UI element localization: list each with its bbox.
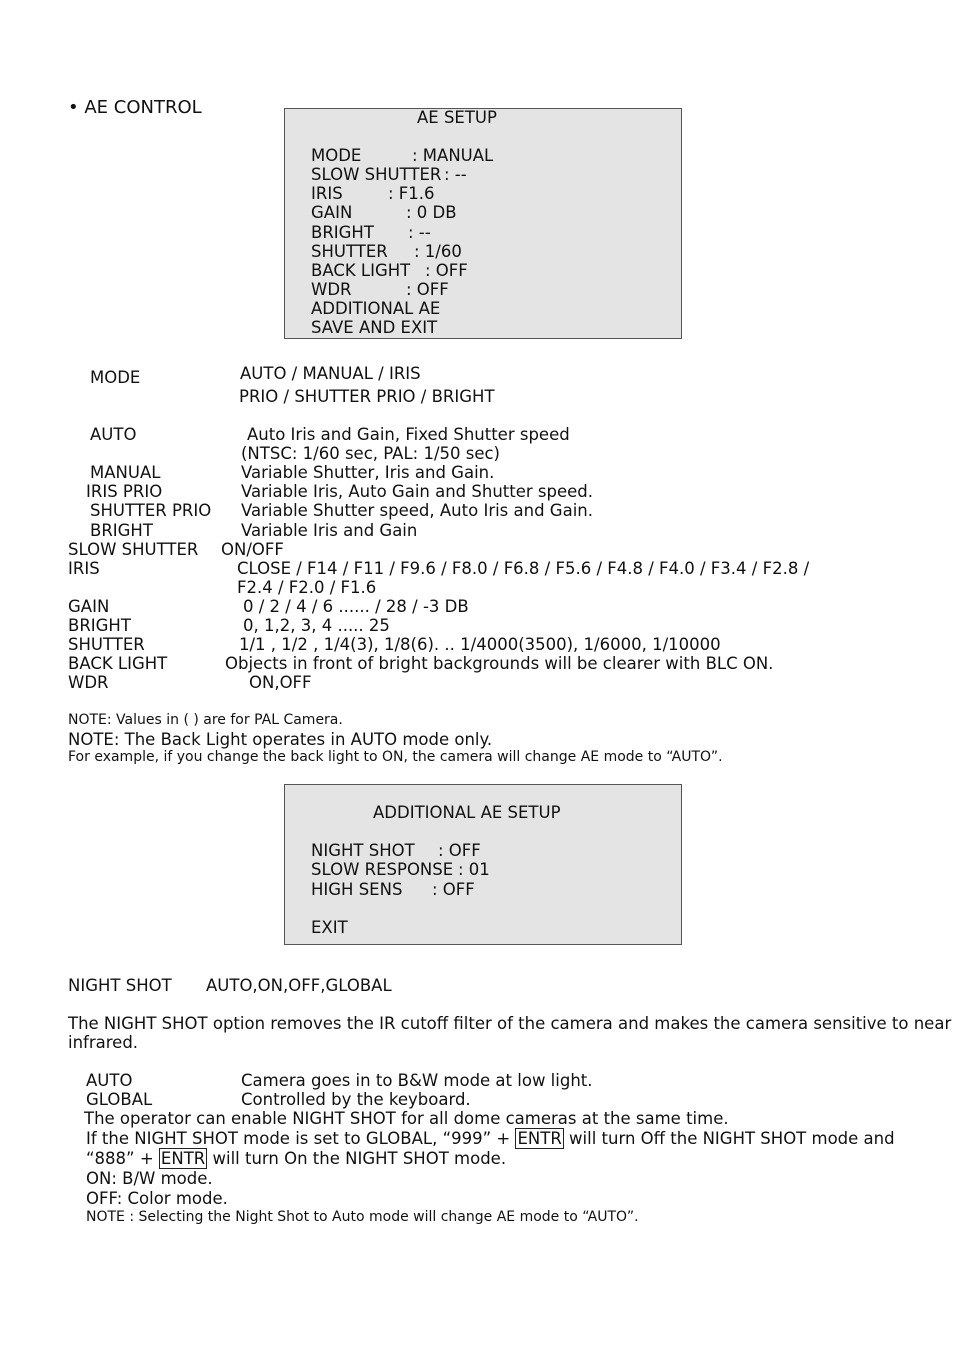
night-shot-global-label: GLOBAL — [86, 1090, 153, 1109]
param-gain-label: GAIN — [68, 597, 110, 616]
note-backlight-example: For example, if you change the back light to ON, the camera will change AE mode to “AUTO”. — [68, 749, 723, 765]
section-title: • AE CONTROL — [68, 97, 202, 118]
menu-row-additional-ae: ADDITIONAL AE — [311, 299, 441, 318]
menu-row-wdr-value: : OFF — [406, 280, 449, 299]
mode-iris-prio-desc: Variable Iris, Auto Gain and Shutter speed. — [241, 482, 593, 501]
param-bright-label: BRIGHT — [68, 616, 131, 635]
menu-row-wdr-label: WDR — [311, 280, 352, 299]
param-iris-value1: CLOSE / F14 / F11 / F9.6 / F8.0 / F6.8 / F5.6 / F4.8 / F4.0 / F3.4 / F2.8 / — [237, 559, 810, 578]
additional-ae-setup-title: ADDITIONAL AE SETUP — [373, 803, 561, 822]
menu-row-backlight-value: : OFF — [425, 261, 468, 280]
menu-row-gain-label: GAIN — [311, 203, 353, 222]
entr-key-label: ENTR — [517, 1129, 562, 1148]
mode-auto-desc2: (NTSC: 1/60 sec, PAL: 1/50 sec) — [241, 444, 500, 463]
mode-bright-label: BRIGHT — [90, 521, 153, 540]
night-shot-global-line3-end: will turn On the NIGHT SHOT mode. — [212, 1149, 507, 1168]
menu-row-iris-label: IRIS — [311, 184, 343, 203]
param-bright-value: 0, 1,2, 3, 4 ..... 25 — [243, 616, 390, 635]
night-shot-desc-line1: The NIGHT SHOT option removes the IR cutoff filter of the camera and makes the camera sensitive to near — [68, 1014, 952, 1033]
mode-manual-label: MANUAL — [90, 463, 161, 482]
night-shot-global-line2-end: will turn Off the NIGHT SHOT mode and — [569, 1129, 895, 1148]
night-shot-options: AUTO,ON,OFF,GLOBAL — [206, 976, 392, 995]
param-wdr-value: ON,OFF — [249, 673, 312, 692]
night-shot-global-desc: Controlled by the keyboard. — [241, 1090, 471, 1109]
mode-auto-label: AUTO — [90, 425, 137, 444]
mode-iris-prio-label: IRIS PRIO — [86, 482, 163, 501]
menu-row-mode-label: MODE — [311, 146, 362, 165]
mode-auto-desc1: Auto Iris and Gain, Fixed Shutter speed — [247, 425, 570, 444]
menu-row-shutter-value: : 1/60 — [414, 242, 462, 261]
menu-row-bright-label: BRIGHT — [311, 223, 374, 242]
mode-options-line1: AUTO / MANUAL / IRIS — [240, 364, 421, 383]
menu-row-night-shot-value: : OFF — [438, 841, 481, 860]
entr-key-label: ENTR — [160, 1149, 206, 1168]
night-shot-label: NIGHT SHOT — [68, 976, 172, 995]
menu-row-backlight-label: BACK LIGHT — [311, 261, 411, 280]
menu-row-iris-value: : F1.6 — [388, 184, 435, 203]
mode-options-line2: PRIO / SHUTTER PRIO / BRIGHT — [239, 387, 495, 406]
param-wdr-label: WDR — [68, 673, 109, 692]
menu-row-slow-response-value: : 01 — [458, 860, 490, 879]
menu-row-exit: EXIT — [311, 918, 348, 937]
param-backlight-label: BACK LIGHT — [68, 654, 168, 673]
night-shot-global-line2-start: If the NIGHT SHOT mode is set to GLOBAL, “999” + — [86, 1129, 511, 1148]
param-iris-label: IRIS — [68, 559, 100, 578]
param-backlight-value: Objects in front of bright backgrounds will be clearer with BLC ON. — [225, 654, 774, 673]
night-shot-auto-label: AUTO — [86, 1071, 133, 1090]
mode-bright-desc: Variable Iris and Gain — [241, 521, 418, 540]
night-shot-note: NOTE : Selecting the Night Shot to Auto mode will change AE mode to “AUTO”. — [86, 1209, 639, 1225]
menu-row-shutter-label: SHUTTER — [311, 242, 388, 261]
ae-setup-menu — [284, 108, 682, 339]
menu-row-high-sens-label: HIGH SENS — [311, 880, 403, 899]
param-gain-value: 0 / 2 / 4 / 6 ...... / 28 / -3 DB — [243, 597, 469, 616]
menu-row-save-and-exit: SAVE AND EXIT — [311, 318, 438, 337]
param-shutter-value: 1/1 , 1/2 , 1/4(3), 1/8(6). .. 1/4000(3500), 1/6000, 1/10000 — [239, 635, 721, 654]
mode-shutter-prio-label: SHUTTER PRIO — [90, 501, 212, 520]
menu-row-slow-shutter-value: : -- — [444, 165, 467, 184]
menu-row-slow-response-label: SLOW RESPONSE — [311, 860, 454, 879]
night-shot-auto-desc: Camera goes in to B&W mode at low light. — [241, 1071, 593, 1090]
mode-manual-desc: Variable Shutter, Iris and Gain. — [241, 463, 495, 482]
night-shot-global-line3 — [86, 1149, 506, 1168]
param-slow-shutter-value: ON/OFF — [221, 540, 284, 559]
night-shot-global-line2 — [86, 1129, 895, 1148]
menu-row-night-shot-label: NIGHT SHOT — [311, 841, 415, 860]
note-pal-values: NOTE: Values in ( ) are for PAL Camera. — [68, 712, 343, 728]
param-shutter-label: SHUTTER — [68, 635, 145, 654]
night-shot-off-desc: OFF: Color mode. — [86, 1189, 228, 1208]
additional-ae-setup-menu — [284, 784, 682, 945]
night-shot-global-line3-start: “888” + — [86, 1149, 154, 1168]
night-shot-global-line1: The operator can enable NIGHT SHOT for all dome cameras at the same time. — [84, 1109, 729, 1128]
mode-shutter-prio-desc: Variable Shutter speed, Auto Iris and Gain. — [241, 501, 593, 520]
menu-row-bright-value: : -- — [408, 223, 431, 242]
note-backlight-auto: NOTE: The Back Light operates in AUTO mode only. — [68, 730, 493, 749]
param-slow-shutter-label: SLOW SHUTTER — [68, 540, 199, 559]
menu-row-gain-value: : 0 DB — [406, 203, 457, 222]
night-shot-on-desc: ON: B/W mode. — [86, 1169, 213, 1188]
ae-setup-title: AE SETUP — [417, 108, 497, 127]
menu-row-high-sens-value: : OFF — [432, 880, 475, 899]
param-iris-value2: F2.4 / F2.0 / F1.6 — [237, 578, 377, 597]
menu-row-mode-value: : MANUAL — [412, 146, 494, 165]
mode-label: MODE — [90, 368, 141, 387]
menu-row-slow-shutter-label: SLOW SHUTTER — [311, 165, 442, 184]
night-shot-desc-line2: infrared. — [68, 1033, 139, 1052]
